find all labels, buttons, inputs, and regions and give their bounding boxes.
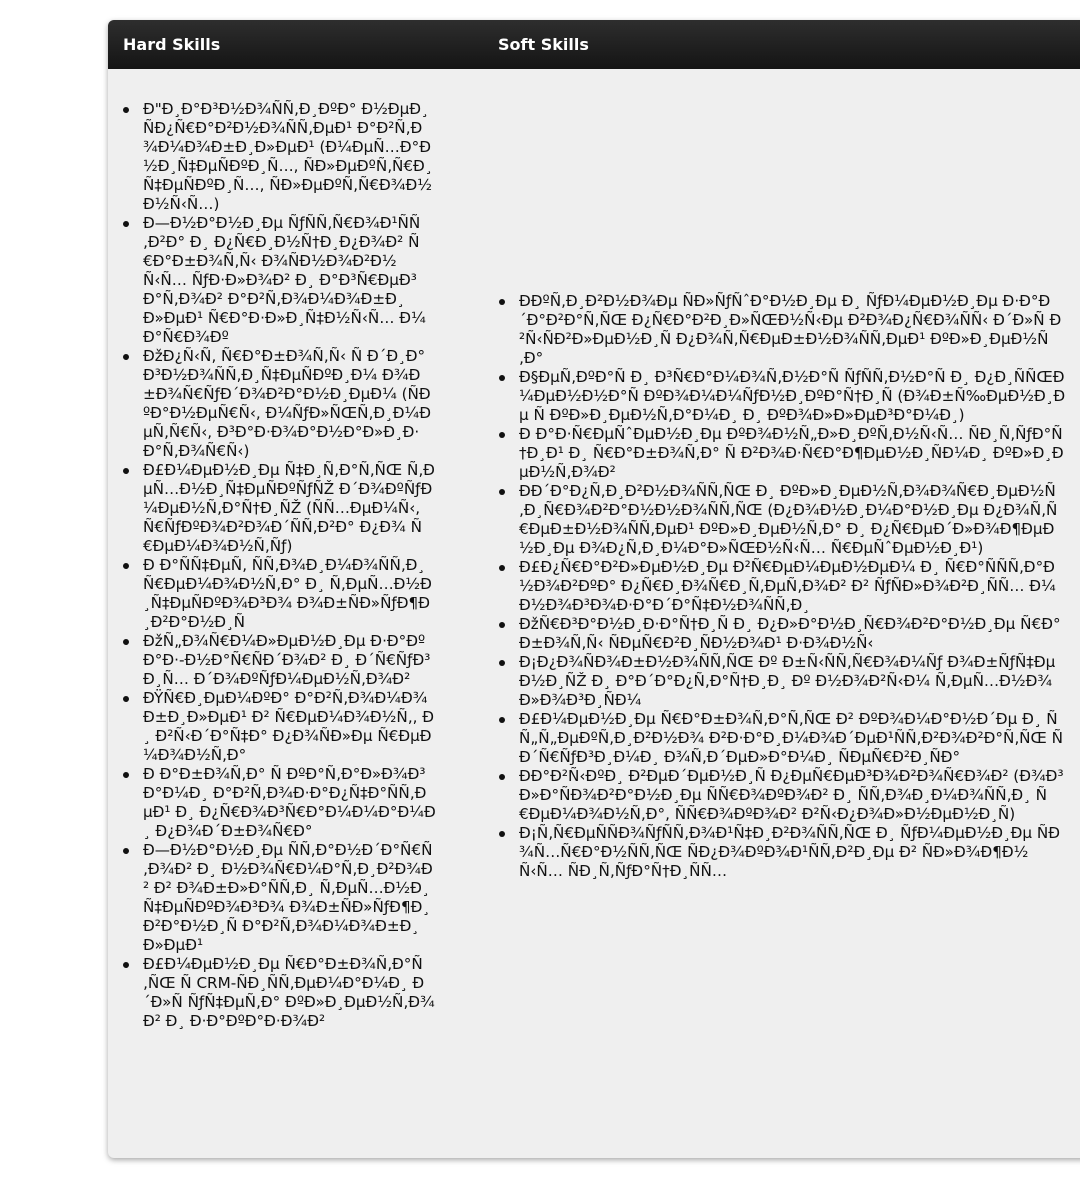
list-item: Ð—Ð½Ð°Ð½Ð¸Ðµ ÑƒÑÑ‚Ñ€Ð¾Ð¹ÑÑ‚Ð²Ð° Ð¸ Ð¿Ñ€Ð¸Ð½Ñ†Ð¸Ð¿Ð¾Ð² Ñ€Ð°Ð±Ð¾Ñ‚Ñ‹ Ð¾ÑÐ½Ð¾Ð²Ð½Ñ‹Ñ… ÑƒÐ·Ð»Ð¾Ð² Ð¸ Ð°Ð³Ñ€ÐµÐ³Ð°Ñ‚Ð¾Ð² Ð°Ð²Ñ‚Ð¾Ð¼Ð¾Ð±Ð¸Ð»ÐµÐ¹ Ñ€Ð°Ð·Ð»Ð¸Ñ‡Ð½Ñ‹Ñ… Ð¼Ð°Ñ€Ð¾Ðº	[120, 214, 436, 347]
hard-skills-list	[120, 100, 436, 1031]
soft-skills-header: Soft Skills	[498, 35, 589, 54]
list-item: ÐžÑ„Ð¾Ñ€Ð¼Ð»ÐµÐ½Ð¸Ðµ Ð·Ð°ÐºÐ°Ð·-Ð½Ð°Ñ€ÑÐ´Ð¾Ð² Ð¸ Ð´Ñ€ÑƒÐ³Ð¸Ñ… Ð´Ð¾ÐºÑƒÐ¼ÐµÐ½Ñ‚Ð¾Ð²	[120, 632, 436, 689]
list-item: Ð£Ð¼ÐµÐ½Ð¸Ðµ Ñ‡Ð¸Ñ‚Ð°Ñ‚ÑŒ Ñ‚ÐµÑ…Ð½Ð¸Ñ‡ÐµÑÐºÑƒÑŽ Ð´Ð¾ÐºÑƒÐ¼ÐµÐ½Ñ‚Ð°Ñ†Ð¸ÑŽ (ÑÑ…ÐµÐ¼Ñ‹, Ñ€ÑƒÐºÐ¾Ð²Ð¾Ð´ÑÑ‚Ð²Ð° Ð¿Ð¾ Ñ€ÐµÐ¼Ð¾Ð½Ñ‚Ñƒ)	[120, 461, 436, 556]
list-item: ÐÐ´Ð°Ð¿Ñ‚Ð¸Ð²Ð½Ð¾ÑÑ‚ÑŒ Ð¸ ÐºÐ»Ð¸ÐµÐ½Ñ‚Ð¾Ð¾Ñ€Ð¸ÐµÐ½Ñ‚Ð¸Ñ€Ð¾Ð²Ð°Ð½Ð½Ð¾ÑÑ‚ÑŒ (Ð¿Ð¾Ð½Ð¸Ð¼Ð°Ð½Ð¸Ðµ Ð¿Ð¾Ñ‚Ñ€ÐµÐ±Ð½Ð¾ÑÑ‚ÐµÐ¹ ÐºÐ»Ð¸ÐµÐ½Ñ‚Ð° Ð¸ Ð¿Ñ€ÐµÐ´Ð»Ð¾Ð¶ÐµÐ½Ð¸Ðµ Ð¾Ð¿Ñ‚Ð¸Ð¼Ð°Ð»ÑŒÐ½Ñ‹Ñ… Ñ€ÐµÑˆÐµÐ½Ð¸Ð¹)	[496, 482, 1066, 558]
list-item: ÐžÑ€Ð³Ð°Ð½Ð¸Ð·Ð°Ñ†Ð¸Ñ Ð¸ Ð¿Ð»Ð°Ð½Ð¸Ñ€Ð¾Ð²Ð°Ð½Ð¸Ðµ Ñ€Ð°Ð±Ð¾Ñ‚Ñ‹ ÑÐµÑ€Ð²Ð¸ÑÐ½Ð¾Ð¹ Ð·Ð¾Ð½Ñ‹	[496, 615, 1066, 653]
list-item: Ð¡Ñ‚Ñ€ÐµÑÑÐ¾ÑƒÑÑ‚Ð¾Ð¹Ñ‡Ð¸Ð²Ð¾ÑÑ‚ÑŒ Ð¸ ÑƒÐ¼ÐµÐ½Ð¸Ðµ ÑÐ¾Ñ…Ñ€Ð°Ð½ÑÑ‚ÑŒ ÑÐ¿Ð¾ÐºÐ¾Ð¹ÑÑ‚Ð²Ð¸Ðµ Ð² ÑÐ»Ð¾Ð¶Ð½Ñ‹Ñ… ÑÐ¸Ñ‚ÑƒÐ°Ñ†Ð¸ÑÑ…	[496, 824, 1066, 881]
list-item: ÐÐºÑ‚Ð¸Ð²Ð½Ð¾Ðµ ÑÐ»ÑƒÑˆÐ°Ð½Ð¸Ðµ Ð¸ ÑƒÐ¼ÐµÐ½Ð¸Ðµ Ð·Ð°Ð´Ð°Ð²Ð°Ñ‚ÑŒ Ð¿Ñ€Ð°Ð²Ð¸Ð»ÑŒÐ½Ñ‹Ðµ Ð²Ð¾Ð¿Ñ€Ð¾ÑÑ‹ Ð´Ð»Ñ Ð²Ñ‹ÑÐ²Ð»ÐµÐ½Ð¸Ñ Ð¿Ð¾Ñ‚Ñ€ÐµÐ±Ð½Ð¾ÑÑ‚ÐµÐ¹ ÐºÐ»Ð¸ÐµÐ½Ñ‚Ð°	[496, 292, 1066, 368]
list-item: Ð Ð°Ð±Ð¾Ñ‚Ð° Ñ ÐºÐ°Ñ‚Ð°Ð»Ð¾Ð³Ð°Ð¼Ð¸ Ð°Ð²Ñ‚Ð¾Ð·Ð°Ð¿Ñ‡Ð°ÑÑ‚ÐµÐ¹ Ð¸ Ð¿Ñ€Ð¾Ð³Ñ€Ð°Ð¼Ð¼Ð°Ð¼Ð¸ Ð¿Ð¾Ð´Ð±Ð¾Ñ€Ð°	[120, 765, 436, 841]
list-item: ÐÐ°Ð²Ñ‹ÐºÐ¸ Ð²ÐµÐ´ÐµÐ½Ð¸Ñ Ð¿ÐµÑ€ÐµÐ³Ð¾Ð²Ð¾Ñ€Ð¾Ð² (Ð¾Ð³Ð»Ð°ÑÐ¾Ð²Ð°Ð½Ð¸Ðµ ÑÑ€Ð¾ÐºÐ¾Ð² Ð¸ ÑÑ‚Ð¾Ð¸Ð¼Ð¾ÑÑ‚Ð¸ Ñ€ÐµÐ¼Ð¾Ð½Ñ‚Ð°, ÑÑ€Ð¾ÐºÐ¾Ð² Ð²Ñ‹Ð¿Ð¾Ð»Ð½ÐµÐ½Ð¸Ñ)	[496, 767, 1066, 824]
list-item: Ð"Ð¸Ð°Ð³Ð½Ð¾ÑÑ‚Ð¸ÐºÐ° Ð½ÐµÐ¸ÑÐ¿Ñ€Ð°Ð²Ð½Ð¾ÑÑ‚ÐµÐ¹ Ð°Ð²Ñ‚Ð¾Ð¼Ð¾Ð±Ð¸Ð»ÐµÐ¹ (Ð¼ÐµÑ…Ð°Ð½Ð¸Ñ‡ÐµÑÐºÐ¸Ñ…, ÑÐ»ÐµÐºÑ‚Ñ€Ð¸Ñ‡ÐµÑÐºÐ¸Ñ…, ÑÐ»ÐµÐºÑ‚Ñ€Ð¾Ð½Ð½Ñ‹Ñ…)	[120, 100, 436, 214]
list-item: Ð£Ð¿Ñ€Ð°Ð²Ð»ÐµÐ½Ð¸Ðµ Ð²Ñ€ÐµÐ¼ÐµÐ½ÐµÐ¼ Ð¸ Ñ€Ð°ÑÑÑ‚Ð°Ð½Ð¾Ð²ÐºÐ° Ð¿Ñ€Ð¸Ð¾Ñ€Ð¸Ñ‚ÐµÑ‚Ð¾Ð² Ð² ÑƒÑÐ»Ð¾Ð²Ð¸ÑÑ… Ð¼Ð½Ð¾Ð³Ð¾Ð·Ð°Ð´Ð°Ñ‡Ð½Ð¾ÑÑ‚Ð¸	[496, 558, 1066, 615]
list-item: ÐžÐ¿Ñ‹Ñ‚ Ñ€Ð°Ð±Ð¾Ñ‚Ñ‹ Ñ Ð´Ð¸Ð°Ð³Ð½Ð¾ÑÑ‚Ð¸Ñ‡ÐµÑÐºÐ¸Ð¼ Ð¾Ð±Ð¾Ñ€ÑƒÐ´Ð¾Ð²Ð°Ð½Ð¸ÐµÐ¼ (ÑÐºÐ°Ð½ÐµÑ€Ñ‹, Ð¼ÑƒÐ»ÑŒÑ‚Ð¸Ð¼ÐµÑ‚Ñ€Ñ‹, Ð³Ð°Ð·Ð¾Ð°Ð½Ð°Ð»Ð¸Ð·Ð°Ñ‚Ð¾Ñ€Ñ‹)	[120, 347, 436, 461]
soft-skills-list	[496, 292, 1066, 881]
table-header	[108, 20, 1080, 69]
list-item: Ð§ÐµÑ‚ÐºÐ°Ñ Ð¸ Ð³Ñ€Ð°Ð¼Ð¾Ñ‚Ð½Ð°Ñ ÑƒÑÑ‚Ð½Ð°Ñ Ð¸ Ð¿Ð¸ÑÑŒÐ¼ÐµÐ½Ð½Ð°Ñ ÐºÐ¾Ð¼Ð¼ÑƒÐ½Ð¸ÐºÐ°Ñ†Ð¸Ñ (Ð¾Ð±Ñ‰ÐµÐ½Ð¸Ðµ Ñ ÐºÐ»Ð¸ÐµÐ½Ñ‚Ð°Ð¼Ð¸ Ð¸ ÐºÐ¾Ð»Ð»ÐµÐ³Ð°Ð¼Ð¸)	[496, 368, 1066, 425]
list-item: Ð Ð°ÑÑ‡ÐµÑ‚ ÑÑ‚Ð¾Ð¸Ð¼Ð¾ÑÑ‚Ð¸ Ñ€ÐµÐ¼Ð¾Ð½Ñ‚Ð° Ð¸ Ñ‚ÐµÑ…Ð½Ð¸Ñ‡ÐµÑÐºÐ¾Ð³Ð¾ Ð¾Ð±ÑÐ»ÑƒÐ¶Ð¸Ð²Ð°Ð½Ð¸Ñ	[120, 556, 436, 632]
list-item: Ð¡Ð¿Ð¾ÑÐ¾Ð±Ð½Ð¾ÑÑ‚ÑŒ Ðº Ð±Ñ‹ÑÑ‚Ñ€Ð¾Ð¼Ñƒ Ð¾Ð±ÑƒÑ‡ÐµÐ½Ð¸ÑŽ Ð¸ Ð°Ð´Ð°Ð¿Ñ‚Ð°Ñ†Ð¸Ð¸ Ðº Ð½Ð¾Ð²Ñ‹Ð¼ Ñ‚ÐµÑ…Ð½Ð¾Ð»Ð¾Ð³Ð¸ÑÐ¼	[496, 653, 1066, 710]
list-item: Ð£Ð¼ÐµÐ½Ð¸Ðµ Ñ€Ð°Ð±Ð¾Ñ‚Ð°Ñ‚ÑŒ Ñ CRM-ÑÐ¸ÑÑ‚ÐµÐ¼Ð°Ð¼Ð¸ Ð´Ð»Ñ ÑƒÑ‡ÐµÑ‚Ð° ÐºÐ»Ð¸ÐµÐ½Ñ‚Ð¾Ð² Ð¸ Ð·Ð°ÐºÐ°Ð·Ð¾Ð²	[120, 955, 436, 1031]
hard-skills-header: Hard Skills	[123, 35, 221, 54]
list-item: Ð—Ð½Ð°Ð½Ð¸Ðµ ÑÑ‚Ð°Ð½Ð´Ð°Ñ€Ñ‚Ð¾Ð² Ð¸ Ð½Ð¾Ñ€Ð¼Ð°Ñ‚Ð¸Ð²Ð¾Ð² Ð² Ð¾Ð±Ð»Ð°ÑÑ‚Ð¸ Ñ‚ÐµÑ…Ð½Ð¸Ñ‡ÐµÑÐºÐ¾Ð³Ð¾ Ð¾Ð±ÑÐ»ÑƒÐ¶Ð¸Ð²Ð°Ð½Ð¸Ñ Ð°Ð²Ñ‚Ð¾Ð¼Ð¾Ð±Ð¸Ð»ÐµÐ¹	[120, 841, 436, 955]
skills-table	[108, 20, 1080, 1158]
list-item: Ð£Ð¼ÐµÐ½Ð¸Ðµ Ñ€Ð°Ð±Ð¾Ñ‚Ð°Ñ‚ÑŒ Ð² ÐºÐ¾Ð¼Ð°Ð½Ð´Ðµ Ð¸ ÑÑ„Ñ„ÐµÐºÑ‚Ð¸Ð²Ð½Ð¾ Ð²Ð·Ð°Ð¸Ð¼Ð¾Ð´ÐµÐ¹ÑÑ‚Ð²Ð¾Ð²Ð°Ñ‚ÑŒ Ñ Ð´Ñ€ÑƒÐ³Ð¸Ð¼Ð¸ Ð¾Ñ‚Ð´ÐµÐ»Ð°Ð¼Ð¸ ÑÐµÑ€Ð²Ð¸ÑÐ°	[496, 710, 1066, 767]
list-item: ÐŸÑ€Ð¸ÐµÐ¼ÐºÐ° Ð°Ð²Ñ‚Ð¾Ð¼Ð¾Ð±Ð¸Ð»ÐµÐ¹ Ð² Ñ€ÐµÐ¼Ð¾Ð½Ñ‚, Ð¸ Ð²Ñ‹Ð´Ð°Ñ‡Ð° Ð¿Ð¾ÑÐ»Ðµ Ñ€ÐµÐ¼Ð¾Ð½Ñ‚Ð°	[120, 689, 436, 765]
list-item: Ð Ð°Ð·Ñ€ÐµÑˆÐµÐ½Ð¸Ðµ ÐºÐ¾Ð½Ñ„Ð»Ð¸ÐºÑ‚Ð½Ñ‹Ñ… ÑÐ¸Ñ‚ÑƒÐ°Ñ†Ð¸Ð¹ Ð¸ Ñ€Ð°Ð±Ð¾Ñ‚Ð° Ñ Ð²Ð¾Ð·Ñ€Ð°Ð¶ÐµÐ½Ð¸ÑÐ¼Ð¸ ÐºÐ»Ð¸ÐµÐ½Ñ‚Ð¾Ð²	[496, 425, 1066, 482]
